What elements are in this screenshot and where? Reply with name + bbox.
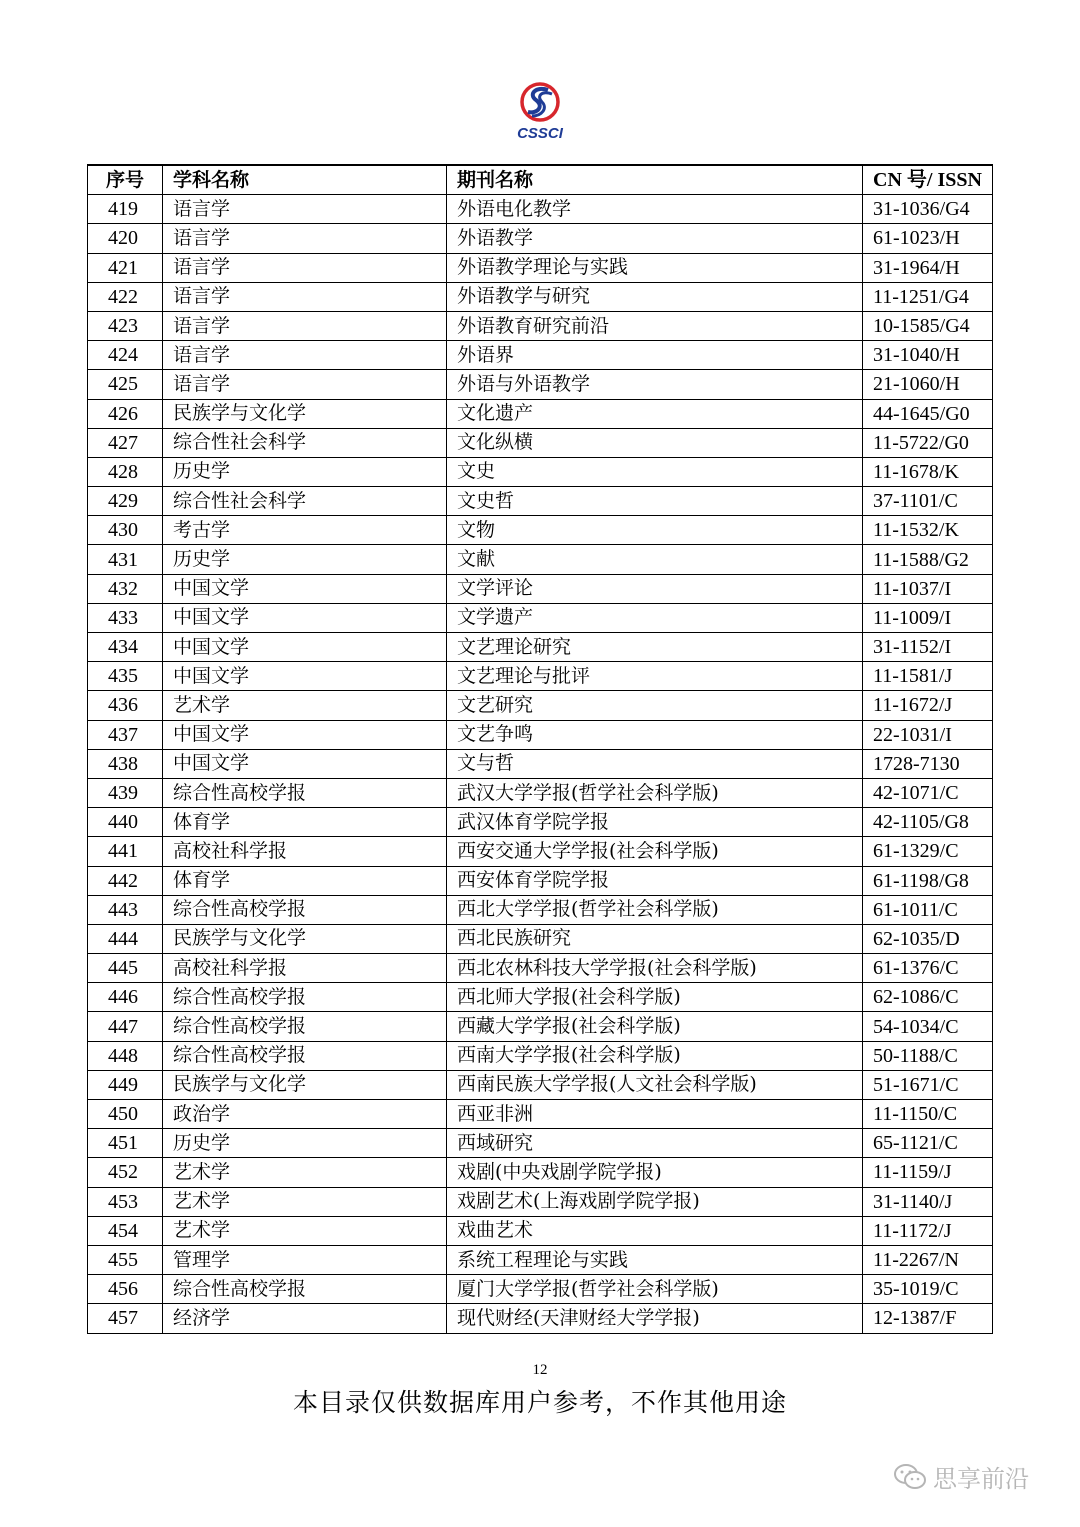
journal-cell: 西南大学学报(社会科学版) — [447, 1041, 863, 1070]
journal-cell: 外语与外语教学 — [447, 370, 863, 399]
serial-cell: 439 — [88, 778, 163, 807]
subject-cell: 高校社科学报 — [163, 954, 447, 983]
subject-cell: 管理学 — [163, 1245, 447, 1274]
header-cn-issn: CN 号/ ISSN — [863, 165, 993, 195]
cn-issn-cell: 1728-7130 — [863, 749, 993, 778]
journal-cell: 文与哲 — [447, 749, 863, 778]
cn-issn-cell: 61-1011/C — [863, 895, 993, 924]
serial-cell: 425 — [88, 370, 163, 399]
serial-cell: 435 — [88, 662, 163, 691]
table-row — [88, 662, 993, 691]
journal-cell: 戏曲艺术 — [447, 1216, 863, 1245]
cn-issn-cell: 31-1140/J — [863, 1187, 993, 1216]
cn-issn-cell: 31-1040/H — [863, 341, 993, 370]
table-row — [88, 1275, 993, 1304]
table-row — [88, 545, 993, 574]
subject-cell: 经济学 — [163, 1304, 447, 1333]
cn-issn-cell: 31-1152/I — [863, 633, 993, 662]
table-row — [88, 954, 993, 983]
serial-cell: 454 — [88, 1216, 163, 1245]
subject-cell: 艺术学 — [163, 1216, 447, 1245]
logo-text: CSSCI — [517, 125, 563, 142]
table-row — [88, 1216, 993, 1245]
subject-cell: 民族学与文化学 — [163, 924, 447, 953]
serial-cell: 449 — [88, 1070, 163, 1099]
cn-issn-cell: 21-1060/H — [863, 370, 993, 399]
table-row — [88, 1129, 993, 1158]
table-row — [88, 1041, 993, 1070]
subject-cell: 综合性社会科学 — [163, 428, 447, 457]
table-row — [88, 370, 993, 399]
serial-cell: 420 — [88, 224, 163, 253]
journal-cell: 西安体育学院学报 — [447, 866, 863, 895]
cn-issn-cell: 61-1329/C — [863, 837, 993, 866]
serial-cell: 421 — [88, 253, 163, 282]
cn-issn-cell: 11-1672/J — [863, 691, 993, 720]
table-row — [88, 399, 993, 428]
cn-issn-cell: 11-5722/G0 — [863, 428, 993, 457]
subject-cell: 历史学 — [163, 1129, 447, 1158]
header-journal: 期刊名称 — [447, 165, 863, 195]
serial-cell: 445 — [88, 954, 163, 983]
cn-issn-cell: 11-1588/G2 — [863, 545, 993, 574]
journal-cell: 西北大学学报(哲学社会科学版) — [447, 895, 863, 924]
table-row — [88, 311, 993, 340]
serial-cell: 456 — [88, 1275, 163, 1304]
journal-table — [87, 164, 993, 1334]
journal-cell: 厦门大学学报(哲学社会科学版) — [447, 1275, 863, 1304]
subject-cell: 中国文学 — [163, 662, 447, 691]
cn-issn-cell: 61-1376/C — [863, 954, 993, 983]
subject-cell: 中国文学 — [163, 749, 447, 778]
subject-cell: 综合性社会科学 — [163, 487, 447, 516]
table-row — [88, 895, 993, 924]
table-row — [88, 282, 993, 311]
wechat-icon — [893, 1463, 927, 1491]
subject-cell: 语言学 — [163, 253, 447, 282]
cn-issn-cell: 11-1159/J — [863, 1158, 993, 1187]
cn-issn-cell: 11-1172/J — [863, 1216, 993, 1245]
journal-cell: 外语界 — [447, 341, 863, 370]
serial-cell: 444 — [88, 924, 163, 953]
journal-cell: 西安交通大学学报(社会科学版) — [447, 837, 863, 866]
journal-cell: 外语教学与研究 — [447, 282, 863, 311]
serial-cell: 428 — [88, 457, 163, 486]
serial-cell: 430 — [88, 516, 163, 545]
table-row — [88, 1187, 993, 1216]
watermark-text: 思享前沿 — [933, 1465, 1029, 1493]
journal-cell: 戏剧艺术(上海戏剧学院学报) — [447, 1187, 863, 1216]
cssci-logo — [512, 80, 568, 142]
journal-cell: 外语教学理论与实践 — [447, 253, 863, 282]
serial-cell: 447 — [88, 1012, 163, 1041]
serial-cell: 422 — [88, 282, 163, 311]
cn-issn-cell: 11-1678/K — [863, 457, 993, 486]
serial-cell: 427 — [88, 428, 163, 457]
cn-issn-cell: 42-1105/G8 — [863, 808, 993, 837]
table-row — [88, 983, 993, 1012]
journal-cell: 西北农林科技大学学报(社会科学版) — [447, 954, 863, 983]
table-row — [88, 808, 993, 837]
subject-cell: 语言学 — [163, 370, 447, 399]
subject-cell: 综合性高校学报 — [163, 1275, 447, 1304]
journal-cell: 文物 — [447, 516, 863, 545]
journal-cell: 西南民族大学学报(人文社会科学版) — [447, 1070, 863, 1099]
table-row — [88, 924, 993, 953]
serial-cell: 434 — [88, 633, 163, 662]
serial-cell: 431 — [88, 545, 163, 574]
cn-issn-cell: 31-1036/G4 — [863, 195, 993, 224]
header-serial: 序号 — [88, 165, 163, 195]
serial-cell: 436 — [88, 691, 163, 720]
journal-cell: 系统工程理论与实践 — [447, 1245, 863, 1274]
table-row — [88, 457, 993, 486]
subject-cell: 民族学与文化学 — [163, 1070, 447, 1099]
cn-issn-cell: 42-1071/C — [863, 778, 993, 807]
cn-issn-cell: 11-1009/I — [863, 603, 993, 632]
journal-cell: 文史哲 — [447, 487, 863, 516]
subject-cell: 中国文学 — [163, 603, 447, 632]
cn-issn-cell: 62-1086/C — [863, 983, 993, 1012]
table-row — [88, 487, 993, 516]
subject-cell: 语言学 — [163, 311, 447, 340]
cn-issn-cell: 62-1035/D — [863, 924, 993, 953]
table-row — [88, 720, 993, 749]
serial-cell: 448 — [88, 1041, 163, 1070]
serial-cell: 452 — [88, 1158, 163, 1187]
subject-cell: 体育学 — [163, 808, 447, 837]
serial-cell: 443 — [88, 895, 163, 924]
table-row — [88, 778, 993, 807]
subject-cell: 历史学 — [163, 545, 447, 574]
journal-cell: 戏剧(中央戏剧学院学报) — [447, 1158, 863, 1187]
subject-cell: 语言学 — [163, 224, 447, 253]
serial-cell: 455 — [88, 1245, 163, 1274]
subject-cell: 艺术学 — [163, 1187, 447, 1216]
table-row — [88, 1100, 993, 1129]
journal-cell: 文艺争鸣 — [447, 720, 863, 749]
subject-cell: 语言学 — [163, 282, 447, 311]
cn-issn-cell: 22-1031/I — [863, 720, 993, 749]
journal-cell: 文艺理论研究 — [447, 633, 863, 662]
table-row — [88, 1012, 993, 1041]
table-row — [88, 1070, 993, 1099]
serial-cell: 441 — [88, 837, 163, 866]
cn-issn-cell: 11-1251/G4 — [863, 282, 993, 311]
serial-cell: 437 — [88, 720, 163, 749]
journal-cell: 外语电化教学 — [447, 195, 863, 224]
table-row — [88, 574, 993, 603]
table-row — [88, 428, 993, 457]
journal-cell: 武汉体育学院学报 — [447, 808, 863, 837]
subject-cell: 综合性高校学报 — [163, 1041, 447, 1070]
table-row — [88, 1245, 993, 1274]
journal-cell: 文学评论 — [447, 574, 863, 603]
cn-issn-cell: 10-1585/G4 — [863, 311, 993, 340]
cn-issn-cell: 11-1037/I — [863, 574, 993, 603]
watermark — [893, 1459, 1029, 1494]
serial-cell: 429 — [88, 487, 163, 516]
cn-issn-cell: 31-1964/H — [863, 253, 993, 282]
cn-issn-cell: 65-1121/C — [863, 1129, 993, 1158]
journal-cell: 外语教学 — [447, 224, 863, 253]
serial-cell: 457 — [88, 1304, 163, 1333]
subject-cell: 综合性高校学报 — [163, 1012, 447, 1041]
journal-cell: 文史 — [447, 457, 863, 486]
subject-cell: 中国文学 — [163, 633, 447, 662]
subject-cell: 语言学 — [163, 341, 447, 370]
serial-cell: 438 — [88, 749, 163, 778]
table-row — [88, 749, 993, 778]
serial-cell: 424 — [88, 341, 163, 370]
serial-cell: 433 — [88, 603, 163, 632]
journal-cell: 文化遗产 — [447, 399, 863, 428]
journal-cell: 外语教育研究前沿 — [447, 311, 863, 340]
subject-cell: 政治学 — [163, 1100, 447, 1129]
journal-cell: 西北民族研究 — [447, 924, 863, 953]
table-row — [88, 1158, 993, 1187]
serial-cell: 453 — [88, 1187, 163, 1216]
journal-cell: 西域研究 — [447, 1129, 863, 1158]
cn-issn-cell: 61-1023/H — [863, 224, 993, 253]
cn-issn-cell: 35-1019/C — [863, 1275, 993, 1304]
footer-note: 本目录仅供数据库用户参考，不作其他用途 — [292, 1388, 787, 1417]
cn-issn-cell: 11-1581/J — [863, 662, 993, 691]
subject-cell: 高校社科学报 — [163, 837, 447, 866]
table-row — [88, 224, 993, 253]
journal-cell: 文学遗产 — [447, 603, 863, 632]
table-row — [88, 603, 993, 632]
cn-issn-cell: 37-1101/C — [863, 487, 993, 516]
subject-cell: 综合性高校学报 — [163, 895, 447, 924]
serial-cell: 419 — [88, 195, 163, 224]
header-subject: 学科名称 — [163, 165, 447, 195]
cn-issn-cell: 12-1387/F — [863, 1304, 993, 1333]
subject-cell: 历史学 — [163, 457, 447, 486]
subject-cell: 艺术学 — [163, 1158, 447, 1187]
table-body — [88, 195, 993, 1333]
table-row — [88, 1304, 993, 1333]
journal-cell: 文献 — [447, 545, 863, 574]
subject-cell: 语言学 — [163, 195, 447, 224]
subject-cell: 体育学 — [163, 866, 447, 895]
table-row — [88, 341, 993, 370]
serial-cell: 432 — [88, 574, 163, 603]
table-row — [88, 516, 993, 545]
cn-issn-cell: 61-1198/G8 — [863, 866, 993, 895]
serial-cell: 442 — [88, 866, 163, 895]
table-row — [88, 253, 993, 282]
table-row — [88, 866, 993, 895]
serial-cell: 440 — [88, 808, 163, 837]
cn-issn-cell: 50-1188/C — [863, 1041, 993, 1070]
journal-cell: 文艺研究 — [447, 691, 863, 720]
cn-issn-cell: 44-1645/G0 — [863, 399, 993, 428]
subject-cell: 艺术学 — [163, 691, 447, 720]
journal-cell: 文化纵横 — [447, 428, 863, 457]
cn-issn-cell: 11-2267/N — [863, 1245, 993, 1274]
table-row — [88, 837, 993, 866]
cn-issn-cell: 51-1671/C — [863, 1070, 993, 1099]
serial-cell: 446 — [88, 983, 163, 1012]
journal-cell: 西北师大学报(社会科学版) — [447, 983, 863, 1012]
subject-cell: 综合性高校学报 — [163, 778, 447, 807]
cn-issn-cell: 54-1034/C — [863, 1012, 993, 1041]
journal-cell: 西亚非洲 — [447, 1100, 863, 1129]
journal-cell: 文艺理论与批评 — [447, 662, 863, 691]
serial-cell: 423 — [88, 311, 163, 340]
table-row — [88, 691, 993, 720]
subject-cell: 中国文学 — [163, 720, 447, 749]
subject-cell: 中国文学 — [163, 574, 447, 603]
subject-cell: 综合性高校学报 — [163, 983, 447, 1012]
serial-cell: 450 — [88, 1100, 163, 1129]
serial-cell: 426 — [88, 399, 163, 428]
table-header-row — [88, 165, 993, 195]
table-row — [88, 633, 993, 662]
subject-cell: 民族学与文化学 — [163, 399, 447, 428]
subject-cell: 考古学 — [163, 516, 447, 545]
journal-cell: 西藏大学学报(社会科学版) — [447, 1012, 863, 1041]
table-row — [88, 195, 993, 224]
journal-cell: 武汉大学学报(哲学社会科学版) — [447, 778, 863, 807]
serial-cell: 451 — [88, 1129, 163, 1158]
journal-cell: 现代财经(天津财经大学学报) — [447, 1304, 863, 1333]
cn-issn-cell: 11-1150/C — [863, 1100, 993, 1129]
page-number: 12 — [532, 1362, 548, 1378]
cn-issn-cell: 11-1532/K — [863, 516, 993, 545]
